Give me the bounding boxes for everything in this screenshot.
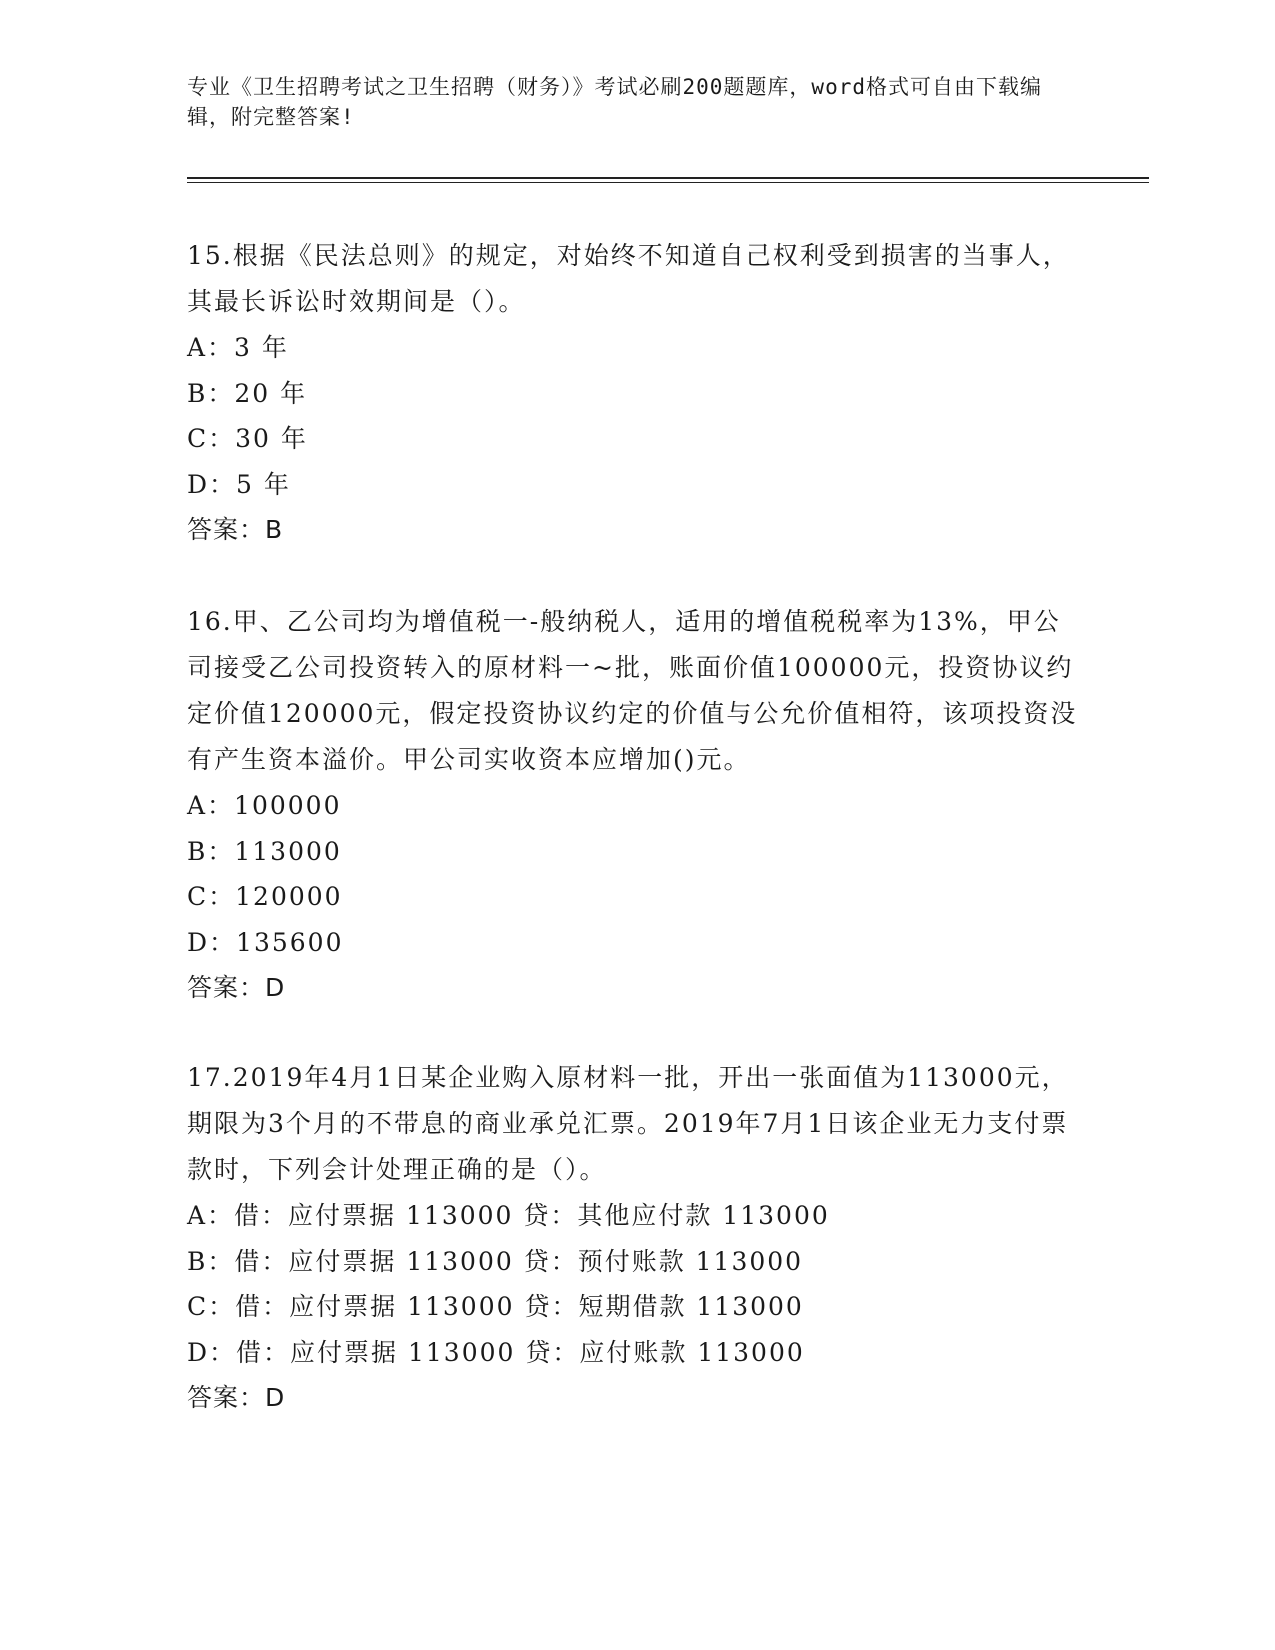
option-a: A：100000 [187,791,342,820]
question-stem: 16.甲、乙公司均为增值税一-般纳税人，适用的增值税税率为13%，甲公司接受乙公司投资转入的原材料一~批，账面价值100000元，投资协议约定价值120000元，假定投资协议约定的价值与公允价值相符，该项投资没有产生资本溢价。甲公司实收资本应增加()元。 [187,607,1078,774]
answer: 答案：D [187,973,286,1002]
question-16 [187,599,1087,1010]
option-d: D：借：应付票据 113000 贷：应付账款 113000 [187,1337,805,1367]
question-17 [187,1055,1087,1420]
document-header: 专业《卫生招聘考试之卫生招聘（财务）》考试必刷200题题库，word格式可自由下载编辑，附完整答案! [187,75,1042,129]
option-c: C：借：应付票据 113000 贷：短期借款 113000 [187,1292,804,1321]
answer: 答案：D [187,1383,286,1412]
question-15 [187,233,1087,552]
option-c: C：120000 [187,882,343,911]
option-b: B：113000 [187,836,342,866]
option-a: A：借：应付票据 113000 贷：其他应付款 113000 [187,1201,830,1230]
option-c: C：30 年 [187,424,308,453]
option-d: D：135600 [187,927,344,957]
answer: 答案：B [187,515,284,544]
option-b: B：借：应付票据 113000 贷：预付账款 113000 [187,1246,804,1276]
option-a: A：3 年 [187,333,289,362]
option-d: D：5 年 [187,469,291,499]
question-stem: 17.2019年4月1日某企业购入原材料一批，开出一张面值为113000元，期限为3个月的不带息的商业承兑汇票。2019年7月1日该企业无力支付票款时，下列会计处理正确的是（）。 [187,1063,1069,1184]
header-rule-thick [187,177,1149,179]
question-stem: 15.根据《民法总则》的规定，对始终不知道自己权利受到损害的当事人，其最长诉讼时效期间是（）。 [187,241,1070,316]
option-b: B：20 年 [187,378,308,408]
header-rule-thin [187,182,1149,183]
